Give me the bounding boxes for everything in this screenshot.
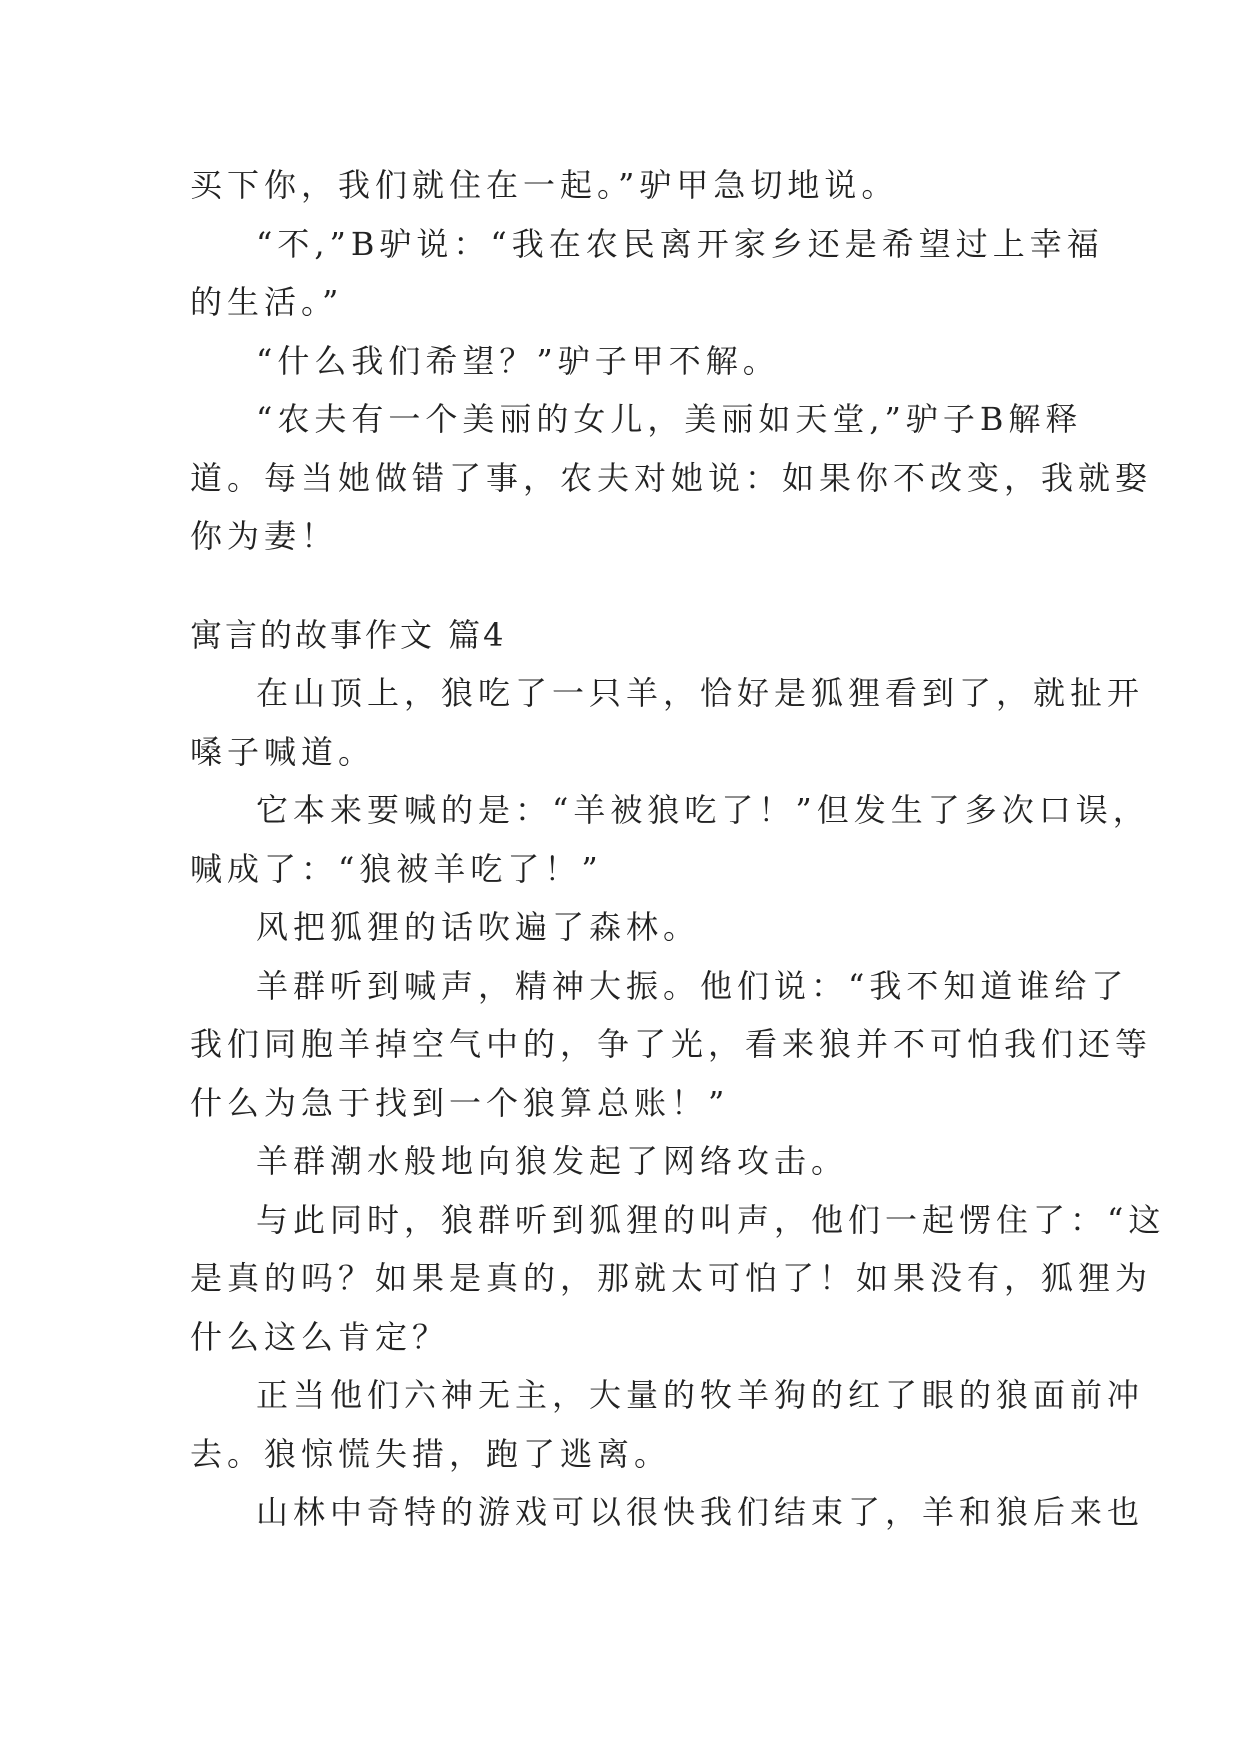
section-heading: 寓言的故事作文 篇4	[190, 615, 507, 654]
text-line: 与此同时，狼群听到狐狸的叫声，他们一起愣住了：“这	[256, 1200, 1166, 1239]
text-line: 它本来要喊的是：“羊被狼吃了！”但发生了多次口误，	[256, 791, 1150, 829]
document-body	[190, 156, 1166, 1542]
text-line: 是真的吗？如果是真的，那就太可怕了！如果没有，狐狸为	[190, 1259, 1153, 1297]
text-line: 的生活。”	[190, 283, 344, 321]
text-line: 买下你，我们就住在一起。”驴甲急切地说。	[190, 166, 899, 204]
text-line: 山林中奇特的游戏可以很快我们结束了，羊和狼后来也	[256, 1493, 1145, 1531]
text-line: 什么这么肯定？	[190, 1317, 450, 1356]
text-line: “什么我们希望？”驴子甲不解。	[256, 341, 780, 380]
text-line: “不,”B驴说：“我在农民离开家乡还是希望过上幸福	[256, 224, 1104, 263]
text-line: 羊群潮水般地向狼发起了网络攻击。	[256, 1142, 849, 1180]
section-spacer	[190, 566, 1066, 606]
text-line: 嗓子喊道。	[190, 732, 376, 771]
text-line: 我们同胞羊掉空气中的，争了光，看来狼并不可怕我们还等	[190, 1025, 1153, 1063]
text-line: 喊成了：“狼被羊吃了！”	[190, 849, 603, 888]
text-line: 去。狼惊慌失措，跑了逃离。	[190, 1434, 672, 1473]
text-line: “农夫有一个美丽的女儿，美丽如天堂,”驴子B解释	[256, 400, 1083, 438]
text-line: 什么为急于找到一个狼算总账！”	[190, 1083, 730, 1122]
text-line: 在山顶上，狼吃了一只羊，恰好是狐狸看到了，就扯开	[256, 674, 1145, 712]
text-line: 正当他们六神无主，大量的牧羊狗的红了眼的狼面前冲	[256, 1376, 1145, 1414]
text-line: 羊群听到喊声，精神大振。他们说：“我不知道谁给了	[256, 966, 1129, 1005]
text-line: 道。每当她做错了事，农夫对她说：如果你不改变，我就娶	[190, 458, 1153, 497]
text-line: 风把狐狸的话吹遍了森林。	[256, 908, 701, 946]
text-line: 你为妻！	[190, 517, 339, 555]
